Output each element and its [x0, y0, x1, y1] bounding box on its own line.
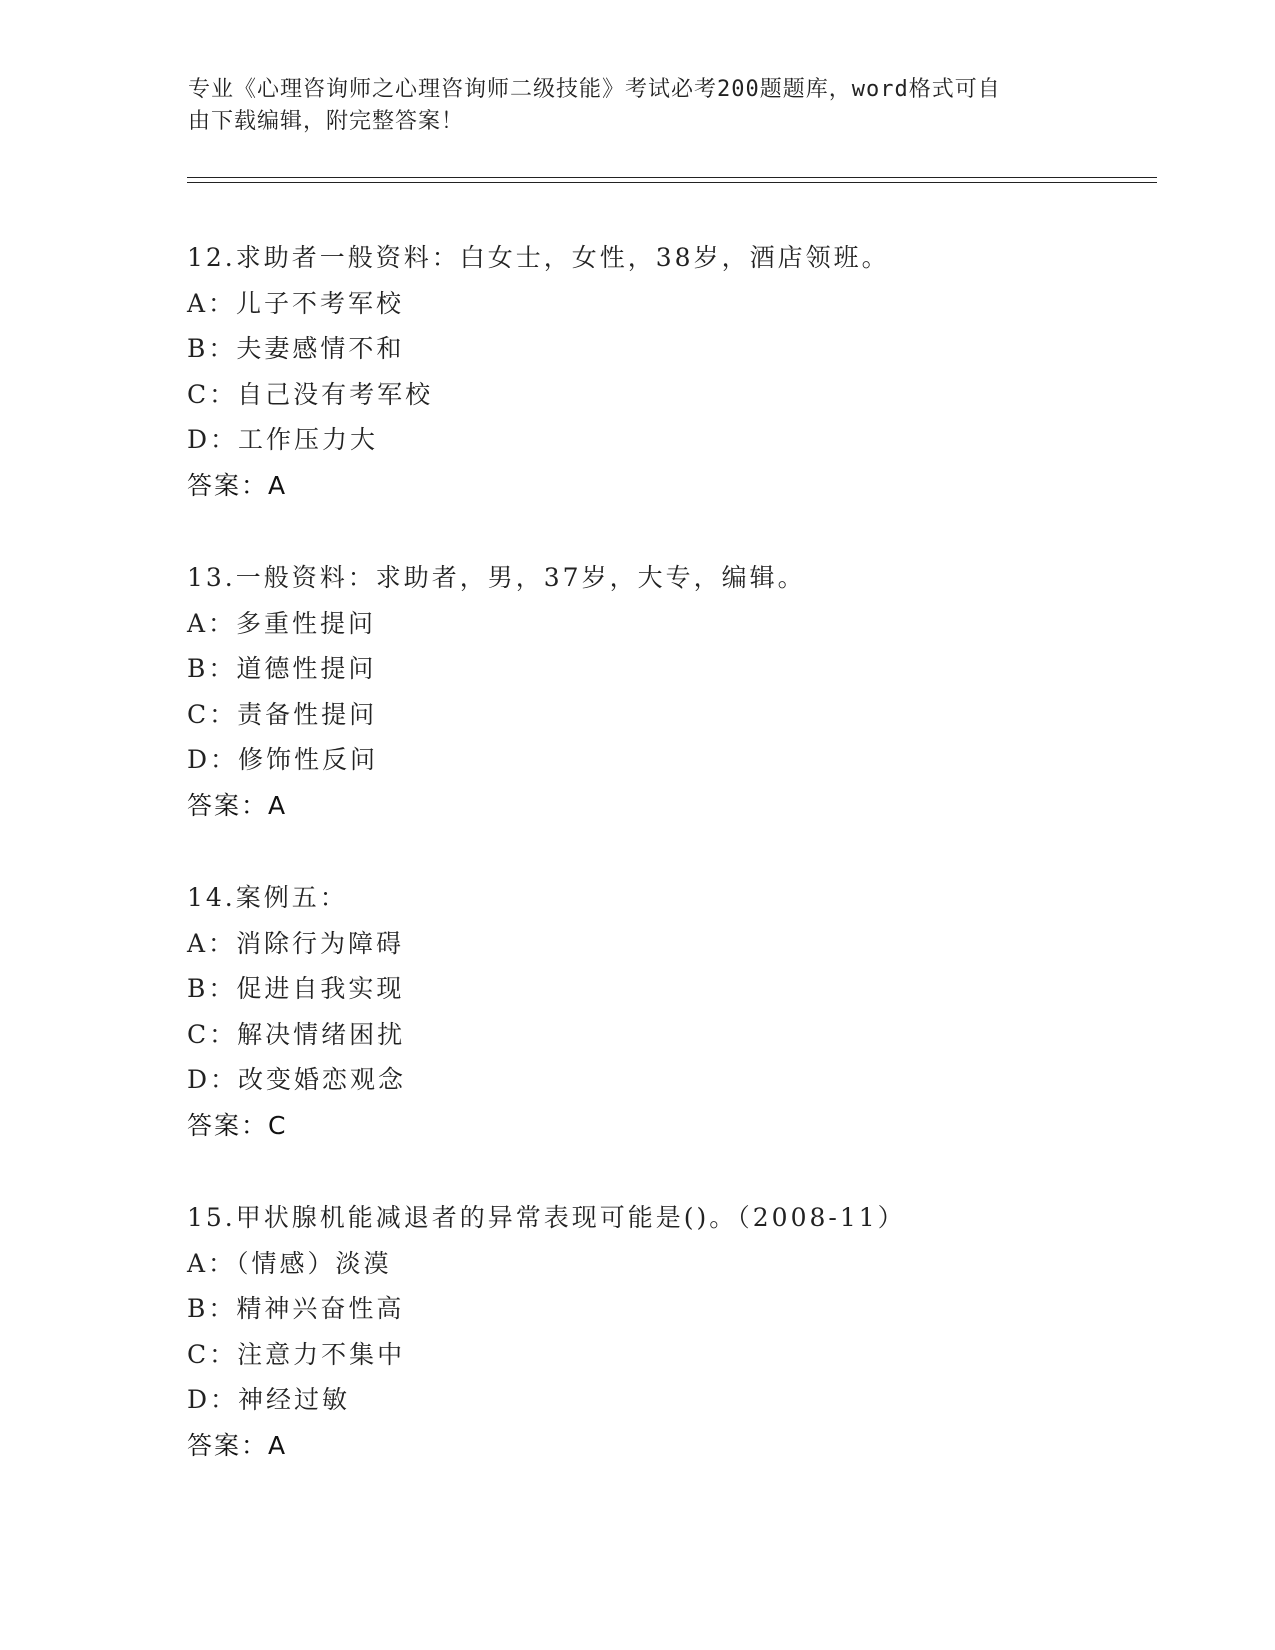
answer: 答案：A [187, 1430, 288, 1460]
option-b: B：精神兴奋性高 [187, 1294, 405, 1323]
header-note-line-1: 专业《心理咨询师之心理咨询师二级技能》考试必考200题题库，word格式可自 [188, 77, 1001, 102]
header-divider-top [187, 177, 1157, 178]
option-d: D：神经过敏 [187, 1385, 351, 1414]
question-stem: 12.求助者一般资料：白女士，女性，38岁，酒店领班。 [187, 243, 890, 272]
question-stem: 14.案例五： [187, 883, 348, 912]
question-14 [187, 875, 1147, 1148]
question-13 [187, 555, 1147, 828]
option-b: B：夫妻感情不和 [187, 334, 405, 363]
option-a: A：多重性提问 [187, 608, 377, 638]
option-c: C：自己没有考军校 [187, 379, 434, 409]
option-c: C：注意力不集中 [187, 1339, 406, 1369]
option-d: D：修饰性反问 [187, 745, 379, 774]
option-a: A：（情感）淡漠 [187, 1248, 392, 1278]
answer: 答案：A [187, 470, 288, 500]
option-d: D：改变婚恋观念 [187, 1065, 407, 1094]
option-a: A：儿子不考军校 [187, 288, 405, 318]
option-c: C：解决情绪困扰 [187, 1019, 406, 1049]
option-a: A：消除行为障碍 [187, 928, 405, 958]
answer: 答案：A [187, 790, 288, 820]
header-note-line-2: 由下载编辑，附完整答案！ [188, 109, 465, 134]
option-b: B：道德性提问 [187, 654, 377, 683]
question-stem: 15.甲状腺机能减退者的异常表现可能是()。（2008-11） [187, 1203, 906, 1232]
question-12 [187, 235, 1147, 508]
option-d: D：工作压力大 [187, 425, 379, 454]
option-b: B：促进自我实现 [187, 974, 405, 1003]
header-note [188, 74, 1068, 138]
question-15 [187, 1195, 1147, 1468]
question-list [187, 235, 1147, 1515]
question-stem: 13.一般资料：求助者，男，37岁，大专，编辑。 [187, 563, 806, 592]
option-c: C：责备性提问 [187, 699, 378, 729]
header-divider-bottom [187, 182, 1157, 183]
answer: 答案：C [187, 1110, 288, 1140]
